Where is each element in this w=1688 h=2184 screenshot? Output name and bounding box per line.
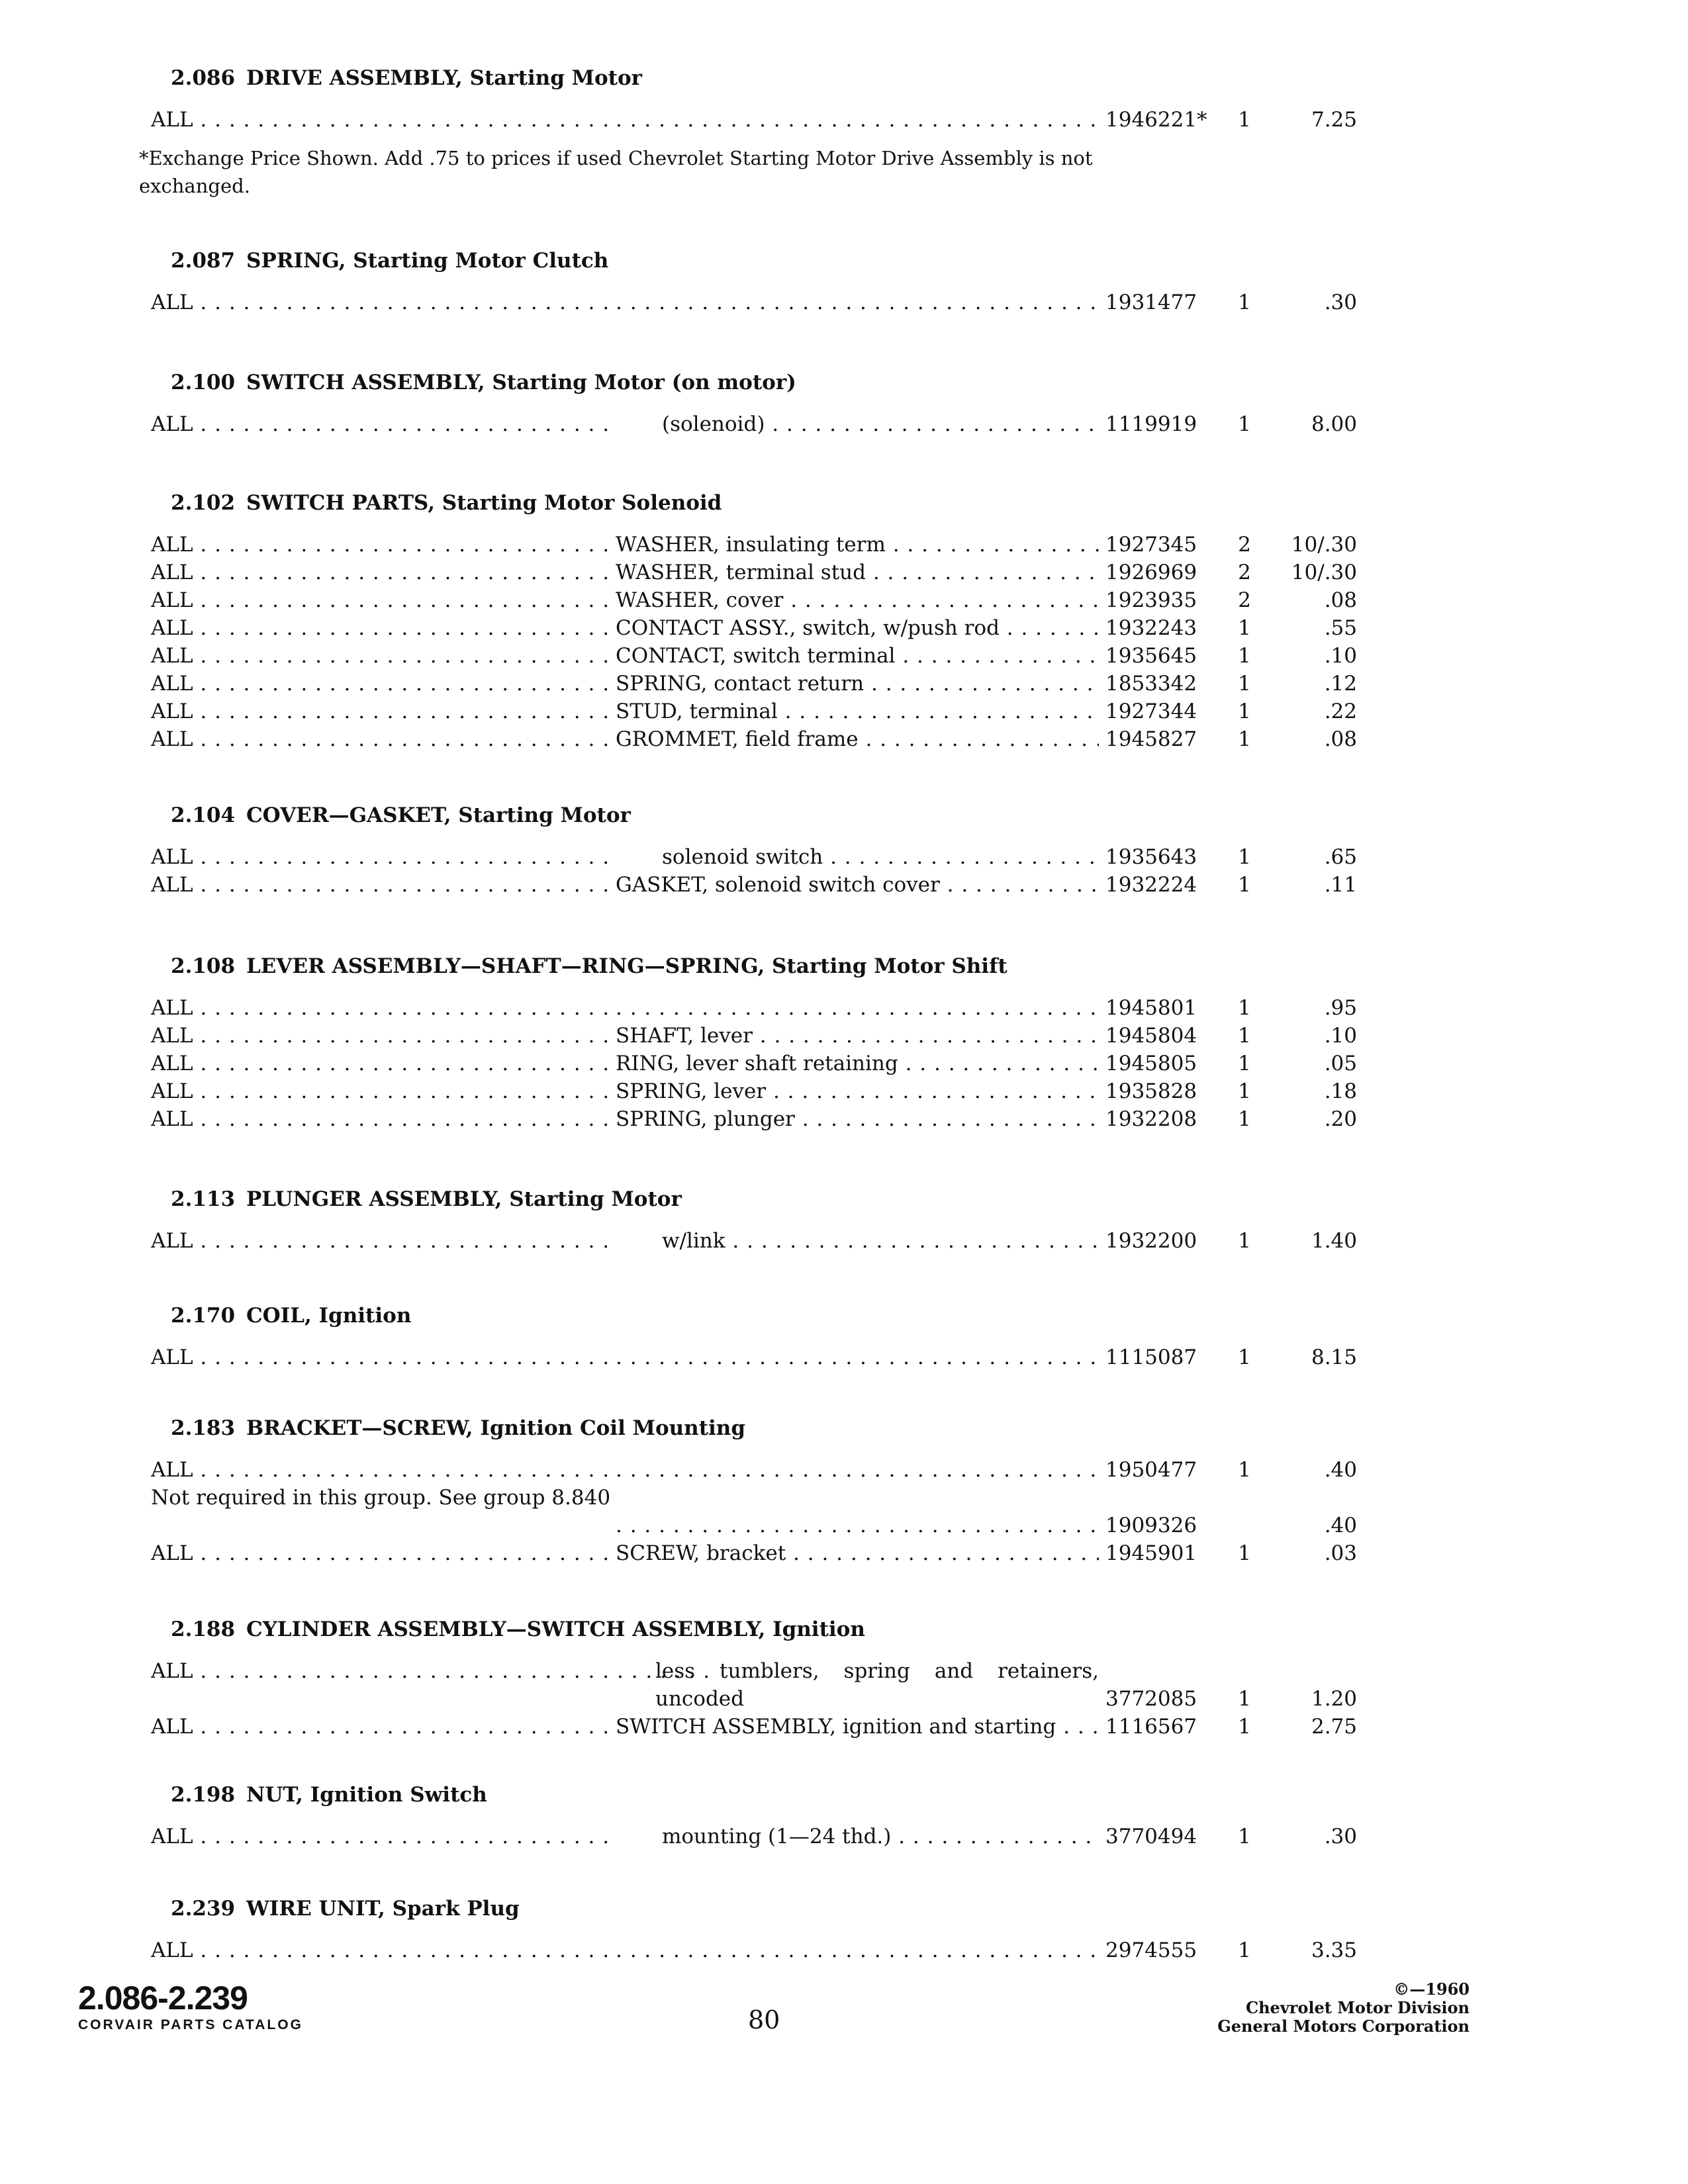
corporation-name: General Motors Corporation [1217, 2017, 1470, 2036]
part-number: 1909326 [1105, 1512, 1218, 1539]
description-cell [616, 106, 1099, 134]
part-number: 1932200 [1105, 1227, 1218, 1255]
table-row [132, 559, 1390, 586]
section-title: PLUNGER ASSEMBLY, Starting Motor [246, 1187, 682, 1211]
model-cell: ALL . . . [151, 289, 714, 316]
section-title: COIL, Ignition [246, 1304, 412, 1328]
price: .10 [1271, 642, 1357, 670]
price: 1.40 [1271, 1227, 1357, 1255]
quantity: 1 [1231, 1539, 1258, 1567]
description-cell: CONTACT, switch terminal . . . [616, 642, 1099, 670]
quantity: 1 [1231, 994, 1258, 1022]
description-cell: (solenoid) . . . [616, 410, 1099, 438]
model-cell: Not required in this group. See group 8.840 [151, 1486, 611, 1510]
table-row [132, 1539, 1390, 1567]
section-number: 2.100 [171, 371, 236, 394]
model-cell: ALL . . . [151, 1539, 714, 1567]
description-cell [616, 1512, 1099, 1539]
section-number: 2.086 [171, 66, 236, 90]
description-cell: less tumblers, spring and retainers, uncoded [655, 1659, 1099, 1711]
model-cell: ALL . . . [151, 614, 714, 642]
section-heading [132, 1780, 1390, 1809]
section-heading [132, 1301, 1390, 1330]
section-2-188 [132, 1615, 1390, 1741]
quantity: 1 [1231, 843, 1258, 871]
description-cell: STUD, terminal . . . [616, 698, 1099, 725]
table-row [132, 1343, 1390, 1371]
part-number: 1119919 [1105, 410, 1218, 438]
part-number: 1116567 [1105, 1713, 1218, 1741]
section-title: LEVER ASSEMBLY—SHAFT—RING—SPRING, Starting Motor Shift [246, 954, 1008, 978]
table-row [132, 1077, 1390, 1105]
section-number: 2.087 [171, 249, 236, 273]
price: 8.15 [1271, 1343, 1357, 1371]
section-title: WIRE UNIT, Spark Plug [246, 1897, 520, 1921]
quantity: 1 [1231, 1343, 1258, 1371]
description-cell: WASHER, terminal stud . . . [616, 559, 1099, 586]
quantity: 1 [1231, 1105, 1258, 1133]
price: 7.25 [1271, 106, 1357, 134]
table-row [132, 1105, 1390, 1133]
description-cell: SPRING, contact return . . . [616, 670, 1099, 698]
model-cell: ALL . . . [151, 725, 714, 753]
description-cell: CONTACT ASSY., switch, w/push rod . . . [616, 614, 1099, 642]
section-2-100 [132, 368, 1390, 438]
quantity: 1 [1231, 1022, 1258, 1050]
model-cell: ALL . . . [151, 698, 714, 725]
quantity: 1 [1231, 1823, 1258, 1850]
price: .10 [1271, 1022, 1357, 1050]
price: 8.00 [1271, 410, 1357, 438]
section-number: 2.102 [171, 491, 236, 515]
quantity: 1 [1231, 670, 1258, 698]
model-cell: ALL . . . [151, 1227, 714, 1255]
catalog-name: CORVAIR PARTS CATALOG [78, 2017, 303, 2032]
quantity: 1 [1231, 1227, 1258, 1255]
section-heading [132, 64, 1390, 93]
section-2-113 [132, 1185, 1390, 1255]
table-row [132, 670, 1390, 698]
section-2-108 [132, 952, 1390, 1133]
table-row [132, 843, 1390, 871]
price: 2.75 [1271, 1713, 1357, 1741]
description-cell [616, 289, 1099, 316]
model-cell: ALL . . . [151, 559, 714, 586]
part-number: 1932224 [1105, 871, 1218, 899]
table-row [132, 725, 1390, 753]
model-cell: ALL . . . [151, 531, 714, 559]
model-cell: ALL . . . [151, 1050, 714, 1077]
description-cell: SPRING, plunger . . . [616, 1105, 1099, 1133]
section-title: SWITCH ASSEMBLY, Starting Motor (on motor) [246, 371, 796, 394]
section-number: 2.188 [171, 1617, 236, 1641]
group-range: 2.086-2.239 [78, 1979, 248, 2017]
model-cell: ALL . . . [151, 106, 714, 134]
section-title: SPRING, Starting Motor Clutch [246, 249, 609, 273]
section-2-102 [132, 488, 1390, 753]
table-row [132, 994, 1390, 1022]
section-2-183 [132, 1414, 1390, 1567]
quantity: 1 [1231, 698, 1258, 725]
section-heading [132, 952, 1390, 981]
table-row [132, 106, 1390, 134]
part-number: 1115087 [1105, 1343, 1218, 1371]
model-cell: ALL . . . [151, 1936, 714, 1964]
price: .11 [1271, 871, 1357, 899]
description-cell: SWITCH ASSEMBLY, ignition and starting . . . [616, 1713, 1099, 1741]
table-row [132, 410, 1390, 438]
model-cell: ALL . . . [151, 871, 714, 899]
part-number: 1932243 [1105, 614, 1218, 642]
quantity: 1 [1231, 410, 1258, 438]
section-2-170 [132, 1301, 1390, 1371]
price: .30 [1271, 1823, 1357, 1850]
price: 10/.30 [1271, 531, 1357, 559]
section-heading [132, 801, 1390, 830]
section-title: NUT, Ignition Switch [246, 1783, 487, 1807]
price: .30 [1271, 289, 1357, 316]
price: .03 [1271, 1539, 1357, 1567]
section-heading [132, 1414, 1390, 1443]
section-2-239 [132, 1894, 1390, 1964]
description-cell: GROMMET, field frame . . . [616, 725, 1099, 753]
table-row [132, 1713, 1390, 1741]
section-heading [132, 1894, 1390, 1923]
part-number: 2974555 [1105, 1936, 1218, 1964]
part-number: 1935645 [1105, 642, 1218, 670]
quantity: 1 [1231, 106, 1258, 134]
table-row [132, 698, 1390, 725]
description-cell: SCREW, bracket . . . [616, 1539, 1099, 1567]
price: .08 [1271, 586, 1357, 614]
table-row [132, 531, 1390, 559]
quantity: 1 [1231, 1456, 1258, 1484]
table-row [132, 1484, 1390, 1539]
quantity: 1 [1231, 725, 1258, 753]
table-row [132, 1657, 1390, 1713]
exchange-note: *Exchange Price Shown. Add .75 to prices if used Chevrolet Starting Motor Drive Assembly is not exchanged. [139, 147, 1093, 197]
section-2-086 [132, 64, 1390, 134]
description-cell: mounting (1—24 thd.) . . . [616, 1823, 1099, 1850]
model-cell: ALL . . . [151, 1823, 714, 1850]
price: .12 [1271, 670, 1357, 698]
section-heading [132, 246, 1390, 275]
description-cell: GASKET, solenoid switch cover . . . [616, 871, 1099, 899]
part-number: 1927345 [1105, 531, 1218, 559]
part-number: 1923935 [1105, 586, 1218, 614]
model-cell: ALL . . . [151, 1105, 714, 1133]
quantity: 2 [1231, 559, 1258, 586]
part-number: 3770494 [1105, 1823, 1218, 1850]
price: .40 [1271, 1512, 1357, 1539]
section-number: 2.108 [171, 954, 236, 978]
section-number: 2.170 [171, 1304, 236, 1328]
quantity: 1 [1231, 1050, 1258, 1077]
section-2-087 [132, 246, 1390, 316]
quantity: 2 [1231, 531, 1258, 559]
quantity: 1 [1231, 1077, 1258, 1105]
description-cell: WASHER, cover . . . [616, 586, 1099, 614]
part-number: 1950477 [1105, 1456, 1218, 1484]
description-cell [616, 1456, 1099, 1484]
description-cell [616, 994, 1099, 1022]
part-number: 3772085 [1105, 1685, 1218, 1713]
section-number: 2.239 [171, 1897, 236, 1921]
quantity: 1 [1231, 871, 1258, 899]
quantity: 1 [1231, 1685, 1258, 1713]
price: .05 [1271, 1050, 1357, 1077]
part-number: 1927344 [1105, 698, 1218, 725]
quantity: 1 [1231, 1936, 1258, 1964]
model-cell: ALL . . . [151, 586, 714, 614]
price: .20 [1271, 1105, 1357, 1133]
description-cell: SHAFT, lever . . . [616, 1022, 1099, 1050]
part-number: 1945804 [1105, 1022, 1218, 1050]
part-number: 1945805 [1105, 1050, 1218, 1077]
quantity: 1 [1231, 289, 1258, 316]
model-cell: ALL . . . [151, 994, 714, 1022]
model-cell: ALL . . . [151, 410, 714, 438]
section-heading [132, 368, 1390, 397]
description-cell [616, 1343, 1099, 1371]
quantity: 1 [1231, 642, 1258, 670]
model-cell: ALL . . . [151, 1022, 714, 1050]
description-cell: solenoid switch . . . [616, 843, 1099, 871]
price: 1.20 [1271, 1685, 1357, 1713]
model-cell: ALL . . . [151, 1713, 714, 1741]
part-number: 1935828 [1105, 1077, 1218, 1105]
table-row [132, 1456, 1390, 1484]
table-row [132, 289, 1390, 316]
section-number: 2.183 [171, 1416, 236, 1440]
table-row [132, 614, 1390, 642]
section-heading [132, 1185, 1390, 1214]
price: 10/.30 [1271, 559, 1357, 586]
price: .65 [1271, 843, 1357, 871]
model-cell: ALL . . . [151, 670, 714, 698]
copyright-block [1217, 1980, 1470, 2036]
price: .55 [1271, 614, 1357, 642]
section-title: SWITCH PARTS, Starting Motor Solenoid [246, 491, 722, 515]
section-heading [132, 1615, 1390, 1644]
part-number: 1946221* [1105, 106, 1218, 134]
price: .40 [1271, 1456, 1357, 1484]
table-row [132, 1936, 1390, 1964]
section-heading [132, 488, 1390, 518]
table-row [132, 1050, 1390, 1077]
copyright-year: ©—1960 [1393, 1979, 1470, 1999]
price: .95 [1271, 994, 1357, 1022]
table-row [132, 1022, 1390, 1050]
model-cell: ALL . . . [151, 1456, 714, 1484]
page-number: 80 [748, 2005, 780, 2034]
price: 3.35 [1271, 1936, 1357, 1964]
table-row [132, 586, 1390, 614]
table-row [132, 871, 1390, 899]
model-cell: ALL . . . [151, 1657, 714, 1685]
part-number: 1935643 [1105, 843, 1218, 871]
table-row [132, 1227, 1390, 1255]
part-number: 1932208 [1105, 1105, 1218, 1133]
description-cell: w/link . . . [616, 1227, 1099, 1255]
table-row [132, 1823, 1390, 1850]
description-cell: WASHER, insulating term . . . [616, 531, 1099, 559]
part-number: 1945827 [1105, 725, 1218, 753]
quantity: 1 [1231, 1713, 1258, 1741]
table-row [132, 642, 1390, 670]
section-number: 2.198 [171, 1783, 236, 1807]
price: .18 [1271, 1077, 1357, 1105]
division-name: Chevrolet Motor Division [1246, 1998, 1470, 2017]
section-2-198 [132, 1780, 1390, 1850]
quantity: 2 [1231, 586, 1258, 614]
quantity: 1 [1231, 614, 1258, 642]
section-title: BRACKET—SCREW, Ignition Coil Mounting [246, 1416, 746, 1440]
description-cell: RING, lever shaft retaining . . . [616, 1050, 1099, 1077]
model-cell: ALL . . . [151, 1343, 714, 1371]
model-cell: ALL . . . [151, 1077, 714, 1105]
section-number: 2.113 [171, 1187, 236, 1211]
model-cell: ALL . . . [151, 843, 714, 871]
section-number: 2.104 [171, 803, 236, 827]
description-cell [616, 1936, 1099, 1964]
section-2-104 [132, 801, 1390, 899]
section-title: CYLINDER ASSEMBLY—SWITCH ASSEMBLY, Ignition [246, 1617, 865, 1641]
section-title: DRIVE ASSEMBLY, Starting Motor [246, 66, 642, 90]
part-number: 1945801 [1105, 994, 1218, 1022]
part-number: 1853342 [1105, 670, 1218, 698]
price: .22 [1271, 698, 1357, 725]
price: .08 [1271, 725, 1357, 753]
part-number: 1926969 [1105, 559, 1218, 586]
section-title: COVER—GASKET, Starting Motor [246, 803, 631, 827]
part-number: 1931477 [1105, 289, 1218, 316]
model-cell: ALL . . . [151, 642, 714, 670]
description-cell: SPRING, lever . . . [616, 1077, 1099, 1105]
part-number: 1945901 [1105, 1539, 1218, 1567]
